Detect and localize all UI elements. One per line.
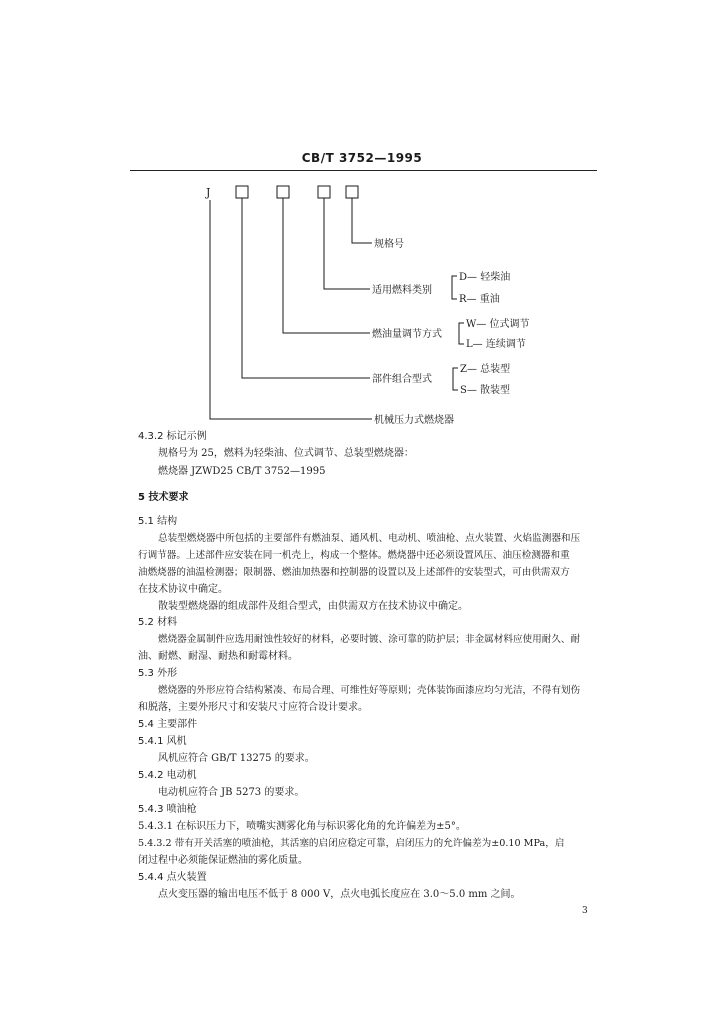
text-5-3-line-1: 燃烧器的外形应符合结构紧凑、布局合理、可维性好等原则；壳体装饰面漆应均匀光洁，不得有划伤 xyxy=(158,685,581,696)
text-5-2-line-1: 燃烧器金属制件应选用耐蚀性较好的材料，必要时镀、涂可靠的防护层；非金属材料应使用耐久、耐 xyxy=(158,634,581,645)
text-5-4-3-2-line-2: 闭过程中必须能保证燃油的雾化质量。 xyxy=(138,855,308,866)
option-regulation-l: L— 连续调节 xyxy=(466,339,526,350)
text-5-4-2: 电动机应符合 JB 5273 的要求。 xyxy=(158,787,305,798)
box-spec xyxy=(346,186,358,198)
leader-regulation xyxy=(283,198,370,333)
designation-diagram xyxy=(0,0,724,440)
marking-example-line-1: 规格号为 25，燃料为轻柴油、位式调节、总装型燃烧器： xyxy=(158,448,414,459)
label-product: 机械压力式燃烧器 xyxy=(374,415,454,426)
marking-example-line-2: 燃烧器 JZWD25 CB/T 3752—1995 xyxy=(158,466,326,477)
leader-assembly xyxy=(242,198,370,378)
heading-5: 5 技术要求 xyxy=(138,492,189,503)
option-fuel-r: R— 重油 xyxy=(459,294,500,305)
diagram-prefix: J xyxy=(206,186,211,199)
box-regulation xyxy=(277,186,289,198)
label-regulation: 燃油量调节方式 xyxy=(372,329,442,340)
text-5-3-line-2: 和脱落，主要外形尺寸和安装尺寸应符合设计要求。 xyxy=(138,702,368,713)
option-regulation-w: W— 位式调节 xyxy=(466,319,530,330)
text-5-4-1: 风机应符合 GB/T 13275 的要求。 xyxy=(158,753,315,764)
text-5-4-3-2-line-1: 5.4.3.2 带有开关活塞的喷油枪，其活塞的启闭应稳定可靠，启闭压力的允许偏差为±0.10 MPa，启 xyxy=(138,838,565,849)
bracket-assembly xyxy=(453,368,458,390)
text-5-4-4: 点火变压器的输出电压不低于 8 000 V，点火电弧长度应在 3.0～5.0 mm 之间。 xyxy=(158,889,521,900)
page-number: 3 xyxy=(582,906,588,916)
text-5-1-line-1: 总装型燃烧器中所包括的主要部件有燃油泵、通风机、电动机、喷油枪、点火装置、火焰监测器和压 xyxy=(158,533,581,544)
diagram-boxes xyxy=(236,186,358,198)
diagram-leader-lines xyxy=(210,198,464,419)
heading-5-4-1: 5.4.1 风机 xyxy=(138,736,187,747)
label-spec: 规格号 xyxy=(374,239,404,250)
text-5-1-line-3: 油燃烧器的油温检测器；限制器、燃油加热器和控制器的设置以及上述部件的安装型式，可由供需双方 xyxy=(138,567,570,578)
bracket-regulation xyxy=(459,323,464,344)
heading-5-4-3: 5.4.3 喷油枪 xyxy=(138,804,197,815)
box-fuel xyxy=(318,186,330,198)
heading-5-3: 5.3 外形 xyxy=(138,668,178,679)
bracket-fuel xyxy=(452,276,457,299)
text-5-1-line-5: 散装型燃烧器的组成部件及组合型式，由供需双方在技术协议中确定。 xyxy=(158,601,468,612)
box-assembly xyxy=(236,186,248,198)
heading-5-2: 5.2 材料 xyxy=(138,617,178,628)
heading-5-4-2: 5.4.2 电动机 xyxy=(138,770,197,781)
leader-prefix xyxy=(210,200,372,419)
option-assembly-s: S— 散装型 xyxy=(460,385,511,396)
option-assembly-z: Z— 总装型 xyxy=(460,364,511,375)
option-fuel-d: D— 轻柴油 xyxy=(459,272,511,283)
leader-spec xyxy=(352,198,372,243)
label-fuel: 适用燃料类别 xyxy=(372,285,432,296)
text-5-2-line-2: 油、耐燃、耐湿、耐热和耐霉材料。 xyxy=(138,651,298,662)
heading-5-4: 5.4 主要部件 xyxy=(138,719,198,730)
text-5-1-line-4: 在技术协议中确定。 xyxy=(138,584,228,595)
heading-4-3-2: 4.3.2 标记示例 xyxy=(138,431,207,442)
label-assembly: 部件组合型式 xyxy=(372,374,432,385)
text-5-4-3-1: 5.4.3.1 在标识压力下，喷嘴实测雾化角与标识雾化角的允许偏差为±5°。 xyxy=(138,821,466,832)
heading-5-4-4: 5.4.4 点火装置 xyxy=(138,872,207,883)
page-header-title: CB/T 3752—1995 xyxy=(301,151,423,165)
heading-5-1: 5.1 结构 xyxy=(138,516,178,527)
text-5-1-line-2: 行调节器。上述部件应安装在同一机壳上，构成一个整体。燃烧器中还必须设置风压、油压检测器和重 xyxy=(138,550,570,561)
